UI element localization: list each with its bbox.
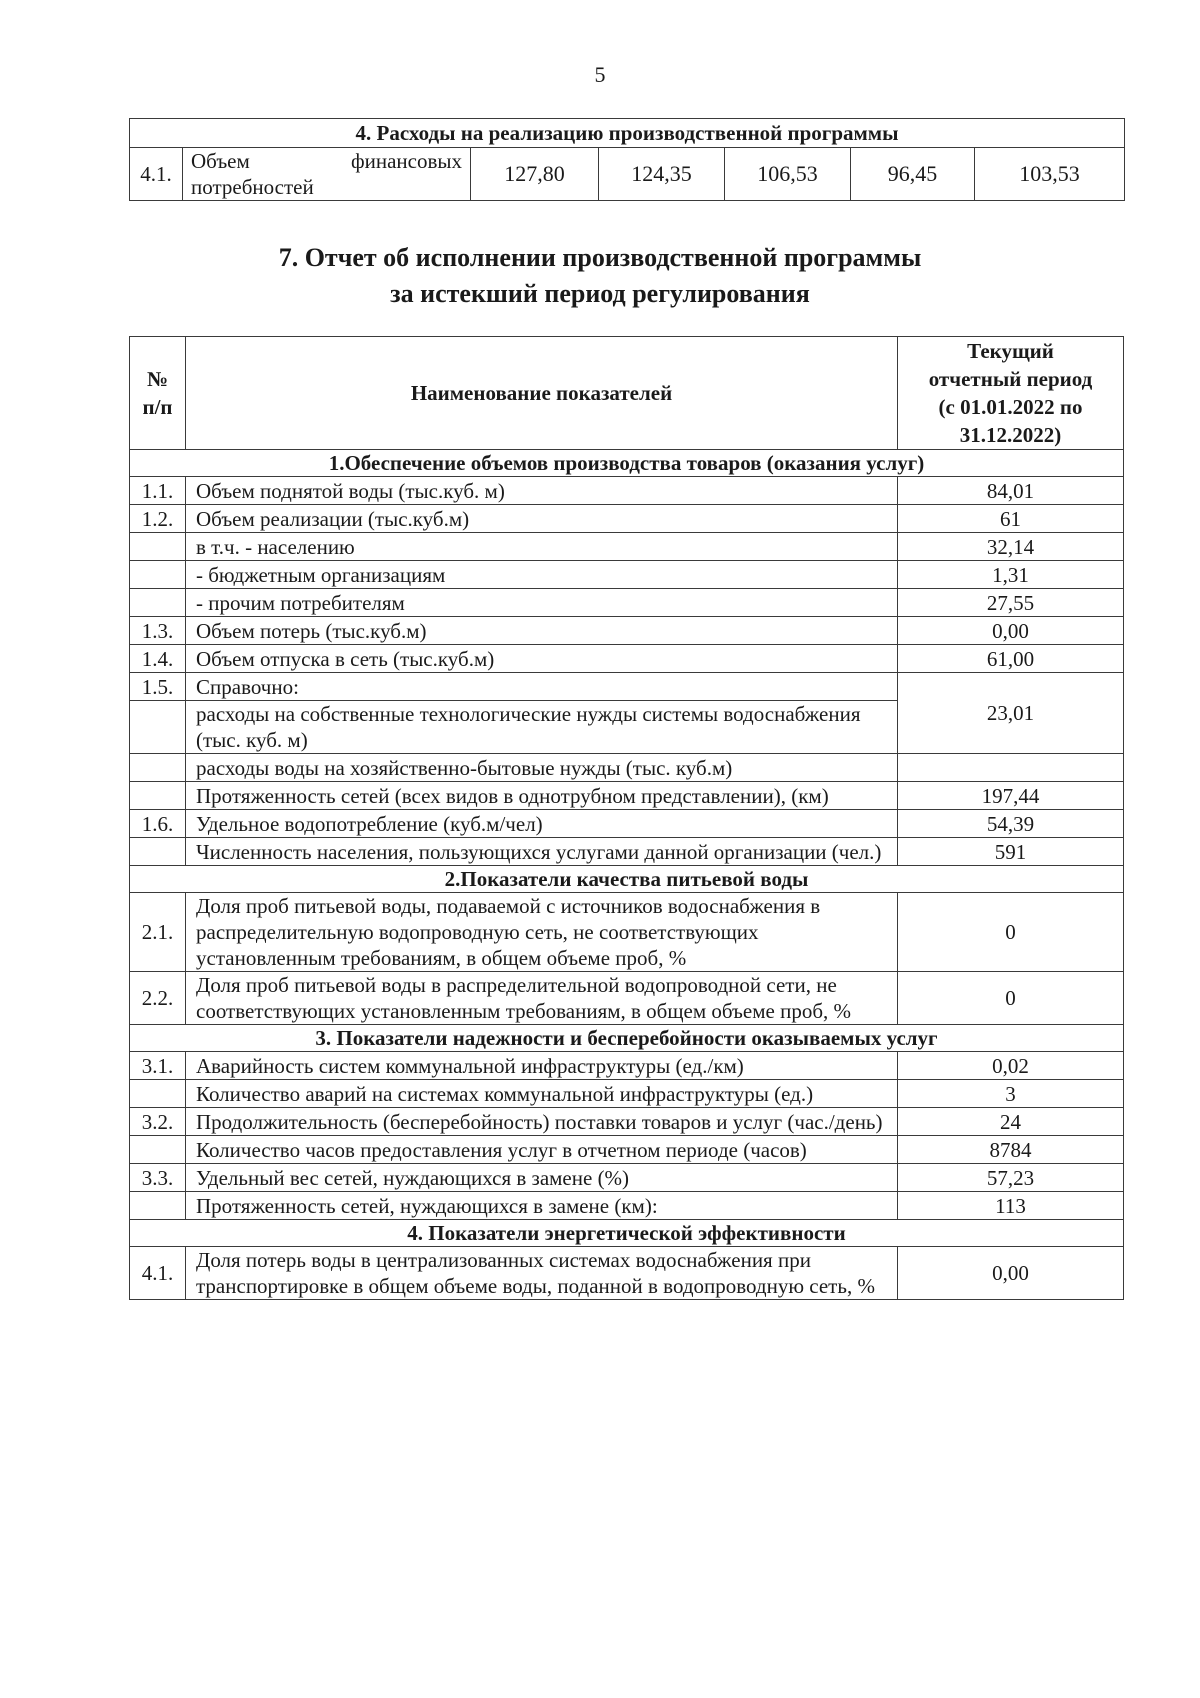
row-value: 113 xyxy=(898,1192,1124,1220)
row-value: 197,44 xyxy=(898,782,1124,810)
value-cell: 96,45 xyxy=(851,148,975,201)
row-value: 57,23 xyxy=(898,1164,1124,1192)
row-number xyxy=(130,1080,186,1108)
page-number: 5 xyxy=(594,62,606,87)
section-title: 3. Показатели надежности и бесперебойности оказываемых услуг xyxy=(130,1025,1124,1052)
row-number xyxy=(130,561,186,589)
row-value: 3 xyxy=(898,1080,1124,1108)
row-name: расходы воды на хозяйственно-бытовые нужды (тыс. куб.м) xyxy=(186,754,898,782)
row-name: Объем финансовых потребностей xyxy=(183,148,471,201)
report-title: 7. Отчет об исполнении производственной программы за истекший период регулирования xyxy=(278,243,922,308)
row-name: - бюджетным организациям xyxy=(186,561,898,589)
value-cell: 124,35 xyxy=(599,148,725,201)
row-number: 3.3. xyxy=(130,1164,186,1192)
row-value: 61,00 xyxy=(898,645,1124,673)
row-number: 1.6. xyxy=(130,810,186,838)
header-period: Текущий отчетный период (с 01.01.2022 по 31.12.2022) xyxy=(898,337,1124,450)
row-name: Справочно: xyxy=(186,673,898,701)
header-number: № п/п xyxy=(130,337,186,450)
row-number xyxy=(130,782,186,810)
row-name: Доля потерь воды в централизованных системах водоснабжения при транспортировке в общем объеме воды, поданной в водопроводную сеть, % xyxy=(186,1247,898,1300)
row-name: Объем поднятой воды (тыс.куб. м) xyxy=(186,477,898,505)
row-name: Протяженность сетей, нуждающихся в замене (км): xyxy=(186,1192,898,1220)
row-value: 23,01 xyxy=(898,673,1124,754)
row-name: Аварийность систем коммунальной инфраструктуры (ед./км) xyxy=(186,1052,898,1080)
row-number: 2.2. xyxy=(130,972,186,1025)
row-value: 0 xyxy=(898,893,1124,972)
row-number xyxy=(130,589,186,617)
row-value: 0 xyxy=(898,972,1124,1025)
row-value: 32,14 xyxy=(898,533,1124,561)
section-title: 1.Обеспечение объемов производства товаров (оказания услуг) xyxy=(130,450,1124,477)
report-table xyxy=(129,336,1124,1300)
row-number: 1.2. xyxy=(130,505,186,533)
row-name: Объем потерь (тыс.куб.м) xyxy=(186,617,898,645)
section-title: 4. Показатели энергетической эффективности xyxy=(130,1220,1124,1247)
row-value: 0,02 xyxy=(898,1052,1124,1080)
row-number: 4.1. xyxy=(130,1247,186,1300)
row-name: - прочим потребителям xyxy=(186,589,898,617)
row-value: 84,01 xyxy=(898,477,1124,505)
row-value: 0,00 xyxy=(898,617,1124,645)
row-value: 0,00 xyxy=(898,1247,1124,1300)
row-number xyxy=(130,754,186,782)
section-title: 2.Показатели качества питьевой воды xyxy=(130,866,1124,893)
row-number xyxy=(130,838,186,866)
row-name: Количество часов предоставления услуг в отчетном периоде (часов) xyxy=(186,1136,898,1164)
row-value: 54,39 xyxy=(898,810,1124,838)
row-name: Численность населения, пользующихся услугами данной организации (чел.) xyxy=(186,838,898,866)
row-number xyxy=(130,533,186,561)
row-number xyxy=(130,1192,186,1220)
value-cell: 103,53 xyxy=(975,148,1125,201)
row-number: 1.5. xyxy=(130,673,186,701)
row-value: 27,55 xyxy=(898,589,1124,617)
row-name: Количество аварий на системах коммунальной инфраструктуры (ед.) xyxy=(186,1080,898,1108)
row-number: 3.1. xyxy=(130,1052,186,1080)
row-name: Объем реализации (тыс.куб.м) xyxy=(186,505,898,533)
row-number: 4.1. xyxy=(130,148,183,201)
row-name: Удельный вес сетей, нуждающихся в замене (%) xyxy=(186,1164,898,1192)
financial-needs-table xyxy=(129,118,1125,201)
row-name: Доля проб питьевой воды, подаваемой с источников водоснабжения в распределительную водопроводную сеть, не соответствующих установленным требованиям, в общем объеме проб, % xyxy=(186,893,898,972)
section-title: 4. Расходы на реализацию производственной программы xyxy=(130,119,1125,148)
row-number: 1.1. xyxy=(130,477,186,505)
row-value: 61 xyxy=(898,505,1124,533)
row-number: 1.3. xyxy=(130,617,186,645)
row-value: 24 xyxy=(898,1108,1124,1136)
row-name: Протяженность сетей (всех видов в однотрубном представлении), (км) xyxy=(186,782,898,810)
row-name: в т.ч. - населению xyxy=(186,533,898,561)
header-name: Наименование показателей xyxy=(186,337,898,450)
row-number xyxy=(130,1136,186,1164)
row-name: расходы на собственные технологические нужды системы водоснабжения (тыс. куб. м) xyxy=(186,701,898,754)
value-cell: 106,53 xyxy=(725,148,851,201)
row-value: 8784 xyxy=(898,1136,1124,1164)
row-number: 1.4. xyxy=(130,645,186,673)
row-value: 591 xyxy=(898,838,1124,866)
row-name: Удельное водопотребление (куб.м/чел) xyxy=(186,810,898,838)
row-name: Доля проб питьевой воды в распределительной водопроводной сети, не соответствующих установленным требованиям, в общем объеме проб, % xyxy=(186,972,898,1025)
value-cell: 127,80 xyxy=(471,148,599,201)
row-number: 3.2. xyxy=(130,1108,186,1136)
row-name: Продолжительность (бесперебойность) поставки товаров и услуг (час./день) xyxy=(186,1108,898,1136)
row-number: 2.1. xyxy=(130,893,186,972)
row-name: Объем отпуска в сеть (тыс.куб.м) xyxy=(186,645,898,673)
row-value: 1,31 xyxy=(898,561,1124,589)
row-value xyxy=(898,754,1124,782)
row-number xyxy=(130,701,186,754)
